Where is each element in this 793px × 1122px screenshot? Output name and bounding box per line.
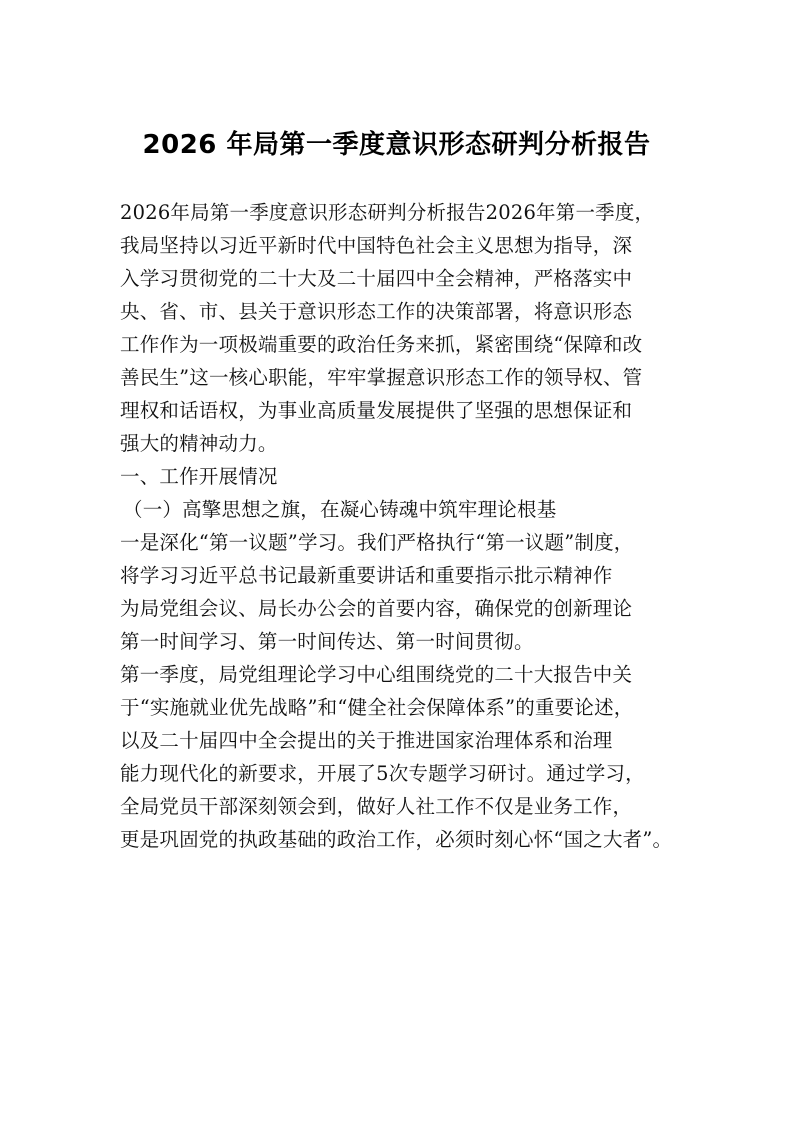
body-line-6: 善民生”这一核心职能，牢牢掌握意识形态工作的领导权、管 [120,366,643,389]
body-line-14: 第一时间学习、第一时间传达、第一时间贯彻。 [120,630,534,653]
body-line-19: 全局党员干部深刻领会到，做好人社工作不仅是业务工作， [120,795,633,818]
body-line-7: 理权和话语权，为事业高质量发展提供了坚强的思想保证和 [120,399,633,422]
body-line-17: 以及二十届四中全会提出的关于推进国家治理体系和治理 [120,729,613,752]
body-line-3: 入学习贯彻党的二十大及二十届四中全会精神，严格落实中 [120,267,633,290]
document-title: 2026 年局第一季度意识形态研判分析报告 [142,130,651,160]
subsection-heading: （一）高擎思想之旗，在凝心铸魂中筑牢理论根基 [123,498,557,521]
document-body [120,196,680,856]
body-line-4: 央、省、市、县关于意识形态工作的决策部署，将意识形态 [120,300,633,323]
body-line-12: 将学习习近平总书记最新重要讲话和重要指示批示精神作 [120,564,613,587]
section-heading: 一、工作开展情况 [120,465,278,488]
body-line-13: 为局党组会议、局长办公会的首要内容，确保党的创新理论 [120,597,633,620]
body-line-20: 更是巩固党的执政基础的政治工作，必须时刻心怀“国之大者”。 [120,828,673,851]
body-line-11: 一是深化“第一议题”学习。我们严格执行“第一议题”制度， [120,531,634,554]
body-line-16: 于“实施就业优先战略”和“健全社会保障体系”的重要论述， [120,696,634,719]
body-line-15: 第一季度，局党组理论学习中心组围绕党的二十大报告中关 [120,663,633,686]
body-line-18: 能力现代化的新要求，开展了5次专题学习研讨。通过学习， [120,762,645,785]
body-line-5: 工作作为一项极端重要的政治任务来抓，紧密围绕“保障和改 [120,333,643,356]
body-line-2: 我局坚持以习近平新时代中国特色社会主义思想为指导，深 [120,234,633,257]
body-line-1: 2026年局第一季度意识形态研判分析报告2026年第一季度， [120,201,655,224]
body-line-8: 强大的精神动力。 [120,432,278,455]
